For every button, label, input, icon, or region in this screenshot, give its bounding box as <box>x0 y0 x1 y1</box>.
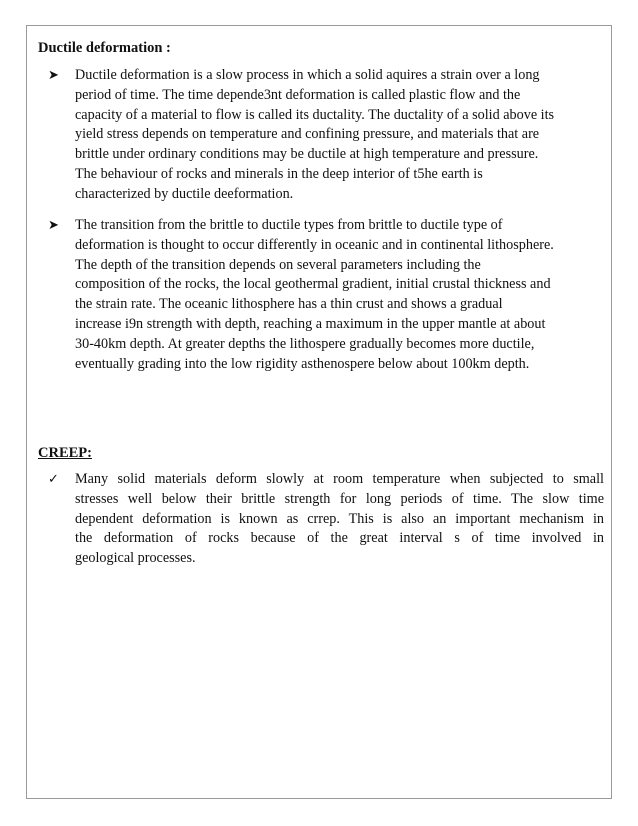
text-line: characterized by ductile deeformation. <box>75 185 294 202</box>
text-line: eventually grading into the low rigidity asthenospere below about 100km depth. <box>75 355 530 372</box>
paragraph-brittle-ductile-transition <box>75 216 604 374</box>
list-item <box>48 66 604 205</box>
text-line: composition of the rocks, the local geothermal gradient, initial crustal thickness and <box>75 276 551 293</box>
text-line: stresses well below their brittle strength for long periods of time. The slow time <box>75 490 604 507</box>
text-line: geological processes. <box>75 550 196 567</box>
section-heading-ductile-deformation: Ductile deformation : <box>38 40 171 56</box>
arrowhead-bullet-icon: ➤ <box>48 68 59 83</box>
list-item <box>48 216 604 374</box>
text-line: brittle under ordinary conditions may be ductile at high temperature and pressure. <box>75 146 539 163</box>
text-line: The behaviour of rocks and minerals in the deep interior of t5he earth is <box>75 165 483 182</box>
text-line: the strain rate. The oceanic lithosphere has a thin crust and shows a gradual <box>75 296 503 313</box>
arrowhead-bullet-icon: ➤ <box>48 218 59 233</box>
section-heading-creep: CREEP: <box>38 445 92 461</box>
text-line: The transition from the brittle to ductile types from brittle to ductile type of <box>75 217 503 233</box>
text-line: increase i9n strength with depth, reaching a maximum in the upper mantle at about <box>75 315 546 332</box>
text-line: the deformation of rocks because of the great interval s of time involved in <box>75 530 604 547</box>
paragraph-ductile-definition <box>75 66 604 205</box>
text-line: capacity of a material to flow is called its ductality. The ductality of a solid above its <box>75 106 555 123</box>
text-line: dependent deformation is known as crrep. This is also an important mechanism in <box>75 510 604 527</box>
text-line: Ductile deformation is a slow process in which a solid aquires a strain over a long <box>75 67 540 83</box>
text-line: deformation is thought to occur differently in oceanic and in continental lithosphere. <box>75 236 554 253</box>
text-line: yield stress depends on temperature and confining pressure, and materials that are <box>75 126 540 143</box>
text-line: The depth of the transition depends on several parameters including the <box>75 256 481 273</box>
text-line: 30-40km depth. At greater depths the lithospere gradually becomes more ductile, <box>75 335 535 352</box>
text-line: Many solid materials deform slowly at room temperature when subjected to small <box>75 471 604 487</box>
paragraph-creep-definition <box>75 470 604 569</box>
text-line: period of time. The time depende3nt deformation is called plastic flow and the <box>75 86 521 103</box>
list-item <box>48 470 604 569</box>
checkmark-bullet-icon: ✓ <box>48 472 59 487</box>
